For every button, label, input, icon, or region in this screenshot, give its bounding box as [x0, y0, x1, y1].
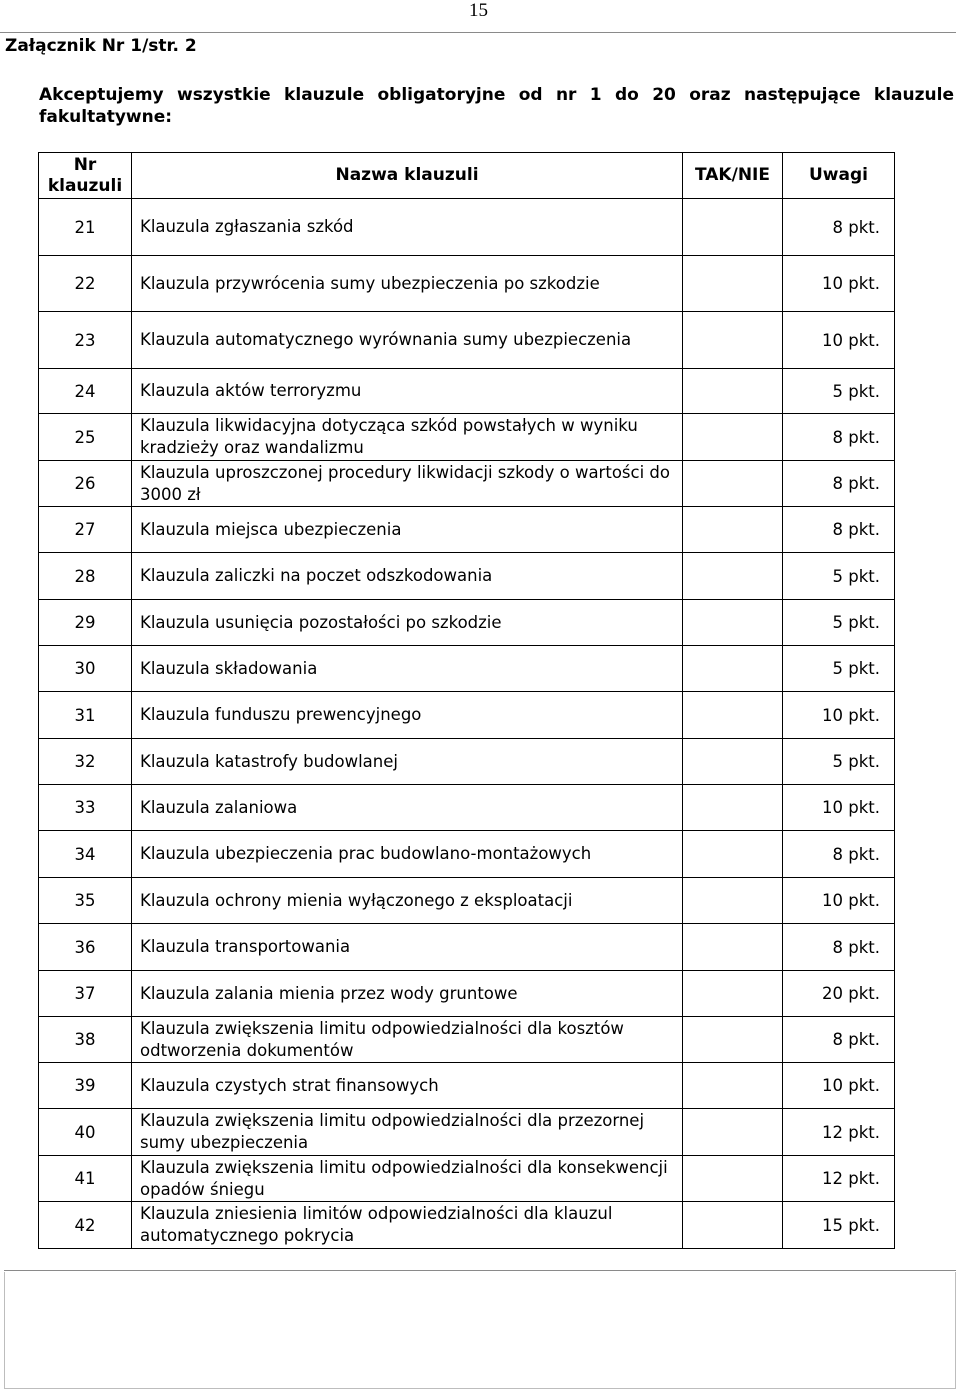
- clause-number: 42: [39, 1202, 132, 1249]
- table-row: [39, 553, 895, 600]
- footer-divider: [4, 1270, 956, 1271]
- header-name: Nazwa klauzuli: [132, 153, 683, 199]
- footer-area: [4, 1272, 956, 1389]
- clause-name: Klauzula zgłaszania szkód: [132, 199, 683, 256]
- clause-points: 8 pkt.: [783, 414, 895, 461]
- clause-number: 27: [39, 507, 132, 553]
- header-nr: Nr klauzuli: [39, 153, 132, 199]
- table-row: [39, 785, 895, 831]
- table-row: [39, 692, 895, 739]
- clause-name: Klauzula zalania mienia przez wody gruntowe: [132, 971, 683, 1017]
- clause-points: 10 pkt.: [783, 312, 895, 369]
- clause-yes-no-cell[interactable]: [683, 692, 783, 739]
- clause-number: 34: [39, 831, 132, 878]
- clause-yes-no-cell[interactable]: [683, 507, 783, 553]
- clause-yes-no-cell[interactable]: [683, 971, 783, 1017]
- clause-number: 31: [39, 692, 132, 739]
- clause-number: 24: [39, 369, 132, 414]
- clause-name: Klauzula automatycznego wyrównania sumy ubezpieczenia: [132, 312, 683, 369]
- clause-number: 26: [39, 461, 132, 507]
- clause-number: 25: [39, 414, 132, 461]
- clause-points: 5 pkt.: [783, 646, 895, 692]
- clause-number: 33: [39, 785, 132, 831]
- clause-number: 37: [39, 971, 132, 1017]
- clause-points: 10 pkt.: [783, 1063, 895, 1109]
- table-row: [39, 414, 895, 461]
- clause-points: 8 pkt.: [783, 831, 895, 878]
- clause-yes-no-cell[interactable]: [683, 461, 783, 507]
- clause-name: Klauzula katastrofy budowlanej: [132, 739, 683, 785]
- clause-name: Klauzula ochrony mienia wyłączonego z eksploatacji: [132, 878, 683, 924]
- clause-number: 39: [39, 1063, 132, 1109]
- clause-yes-no-cell[interactable]: [683, 199, 783, 256]
- clause-yes-no-cell[interactable]: [683, 831, 783, 878]
- table-row: [39, 507, 895, 553]
- clause-name: Klauzula transportowania: [132, 924, 683, 971]
- clause-name: Klauzula funduszu prewencyjnego: [132, 692, 683, 739]
- header-notes: Uwagi: [783, 153, 895, 199]
- clause-name: Klauzula aktów terroryzmu: [132, 369, 683, 414]
- table-row: [39, 878, 895, 924]
- clause-points: 12 pkt.: [783, 1109, 895, 1156]
- clause-name: Klauzula czystych strat finansowych: [132, 1063, 683, 1109]
- clause-points: 5 pkt.: [783, 600, 895, 646]
- clause-points: 8 pkt.: [783, 1017, 895, 1063]
- clause-name: Klauzula przywrócenia sumy ubezpieczenia po szkodzie: [132, 256, 683, 312]
- clause-points: 8 pkt.: [783, 507, 895, 553]
- clause-points: 20 pkt.: [783, 971, 895, 1017]
- clause-points: 5 pkt.: [783, 369, 895, 414]
- clause-name: Klauzula zwiększenia limitu odpowiedzialności dla kosztów odtworzenia dokumentów: [132, 1017, 683, 1063]
- clause-number: 41: [39, 1156, 132, 1202]
- clause-number: 32: [39, 739, 132, 785]
- clause-points: 10 pkt.: [783, 785, 895, 831]
- clause-number: 23: [39, 312, 132, 369]
- intro-line-1: Akceptujemy wszystkie klauzule obligatoryjne od nr 1 do 20 oraz następujące klauzule: [39, 85, 954, 105]
- table-row: [39, 1202, 895, 1249]
- clause-rows: [39, 199, 895, 1249]
- clause-yes-no-cell[interactable]: [683, 878, 783, 924]
- clause-number: 38: [39, 1017, 132, 1063]
- table-row: [39, 831, 895, 878]
- clause-number: 21: [39, 199, 132, 256]
- clause-yes-no-cell[interactable]: [683, 1109, 783, 1156]
- table-row: [39, 312, 895, 369]
- clause-name: Klauzula zwiększenia limitu odpowiedzialności dla konsekwencji opadów śniegu: [132, 1156, 683, 1202]
- clause-name: Klauzula zniesienia limitów odpowiedzialności dla klauzul automatycznego pokrycia: [132, 1202, 683, 1249]
- table-row: [39, 971, 895, 1017]
- clause-points: 8 pkt.: [783, 461, 895, 507]
- table-header-row: [39, 153, 895, 199]
- clause-name: Klauzula likwidacyjna dotycząca szkód powstałych w wyniku kradzieży oraz wandalizmu: [132, 414, 683, 461]
- header-divider: [0, 32, 956, 33]
- clause-yes-no-cell[interactable]: [683, 414, 783, 461]
- clause-name: Klauzula zalaniowa: [132, 785, 683, 831]
- clause-number: 35: [39, 878, 132, 924]
- header-yes-no: TAK/NIE: [683, 153, 783, 199]
- intro-paragraph: [39, 84, 954, 128]
- clause-yes-no-cell[interactable]: [683, 646, 783, 692]
- table-row: [39, 256, 895, 312]
- table-row: [39, 924, 895, 971]
- table-row: [39, 1017, 895, 1063]
- table-row: [39, 369, 895, 414]
- table-row: [39, 646, 895, 692]
- clause-yes-no-cell[interactable]: [683, 600, 783, 646]
- clause-points: 15 pkt.: [783, 1202, 895, 1249]
- clause-yes-no-cell[interactable]: [683, 369, 783, 414]
- clause-name: Klauzula zwiększenia limitu odpowiedzialności dla przezornej sumy ubezpieczenia: [132, 1109, 683, 1156]
- table-row: [39, 1109, 895, 1156]
- clause-yes-no-cell[interactable]: [683, 1017, 783, 1063]
- table-row: [39, 461, 895, 507]
- table-row: [39, 739, 895, 785]
- clause-name: Klauzula uproszczonej procedury likwidacji szkody o wartości do 3000 zł: [132, 461, 683, 507]
- table-row: [39, 199, 895, 256]
- clause-name: Klauzula ubezpieczenia prac budowlano-montażowych: [132, 831, 683, 878]
- clause-number: 28: [39, 553, 132, 600]
- table-row: [39, 1156, 895, 1202]
- clause-number: 36: [39, 924, 132, 971]
- table-row: [39, 600, 895, 646]
- clause-name: Klauzula składowania: [132, 646, 683, 692]
- clause-points: 10 pkt.: [783, 878, 895, 924]
- clause-points: 8 pkt.: [783, 199, 895, 256]
- clause-points: 5 pkt.: [783, 739, 895, 785]
- clause-points: 8 pkt.: [783, 924, 895, 971]
- clause-name: Klauzula usunięcia pozostałości po szkodzie: [132, 600, 683, 646]
- clause-number: 29: [39, 600, 132, 646]
- clause-name: Klauzula miejsca ubezpieczenia: [132, 507, 683, 553]
- clause-number: 30: [39, 646, 132, 692]
- clause-yes-no-cell[interactable]: [683, 924, 783, 971]
- clause-points: 12 pkt.: [783, 1156, 895, 1202]
- clauses-table: [38, 152, 895, 1249]
- clause-yes-no-cell[interactable]: [683, 1202, 783, 1249]
- clause-yes-no-cell[interactable]: [683, 553, 783, 600]
- clause-points: 10 pkt.: [783, 692, 895, 739]
- clause-points: 5 pkt.: [783, 553, 895, 600]
- table-row: [39, 1063, 895, 1109]
- clause-yes-no-cell[interactable]: [683, 1063, 783, 1109]
- annex-label: Załącznik Nr 1/str. 2: [5, 36, 197, 56]
- clause-name: Klauzula zaliczki na poczet odszkodowania: [132, 553, 683, 600]
- clause-yes-no-cell[interactable]: [683, 312, 783, 369]
- clause-yes-no-cell[interactable]: [683, 739, 783, 785]
- page-number: 15: [469, 0, 488, 21]
- clause-yes-no-cell[interactable]: [683, 1156, 783, 1202]
- clause-points: 10 pkt.: [783, 256, 895, 312]
- clause-yes-no-cell[interactable]: [683, 785, 783, 831]
- clause-number: 22: [39, 256, 132, 312]
- intro-line-2: fakultatywne:: [39, 107, 173, 127]
- clause-yes-no-cell[interactable]: [683, 256, 783, 312]
- clause-number: 40: [39, 1109, 132, 1156]
